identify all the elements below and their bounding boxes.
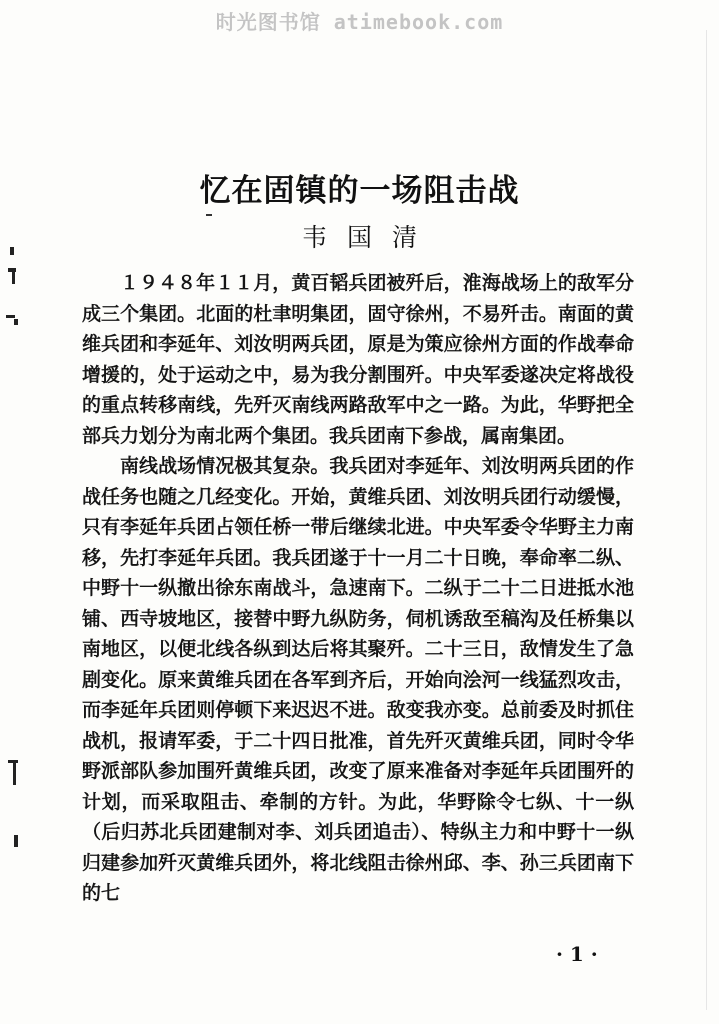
paragraph: 南线战场情况极其复杂。我兵团对李延年、刘汝明两兵团的作战任务也随之几经变化。开始，黄维兵团、刘汝明兵团行动缓慢，只有李延年兵团占领任桥一带后继续北进。中央军委令华野主力南移，先打李延年兵团。我兵团遂于十一月二十日晚，奉命率二纵、中野十一纵撤出徐东南战斗，急速南下。二纵于二十二日进抵水池铺、西寺坡地区，接替中野九纵防务，伺机诱敌至稿沟及任桥集以南地区，以便北线各纵到达后将其聚歼。二十三日，敌情发生了急剧变化。原来黄维兵团在各军到齐后，开始向浍河一线猛烈攻击，而李延年兵团则停顿下来迟迟不进。敌变我亦变。总前委及时抓住战机，报请军委，于二十四日批准，首先歼灭黄维兵团，同时令华野派部队参加围歼黄维兵团，改变了原来准备对李延年兵团围歼的计划，而采取阻击、牵制的方针。为此，华野除令七纵、十一纵（后归苏北兵团建制对李、刘兵团追击）、特纵主力和中野十一纵归建参加歼灭黄维兵团外，将北线阻击徐州邱、李、孙三兵团南下的七 [82, 455, 634, 904]
article-body [82, 268, 634, 909]
margin-scan-mark [12, 272, 15, 284]
margin-scan-mark [14, 319, 18, 325]
margin-scan-mark [14, 835, 18, 847]
article-author: 韦国清 [301, 223, 437, 252]
page-number: · 1 · [556, 942, 598, 966]
site-watermark: 时光图书馆 atimebook.com [215, 10, 504, 34]
paragraph: １９４８年１１月，黄百韬兵团被歼后，淮海战场上的敌军分成三个集团。北面的杜聿明集团，固守徐州，不易歼击。南面的黄维兵团和李延年、刘汝明两兵团，原是为策应徐州方面的作战奉命增援的，处于运动之中，易为我分割围歼。中央军委遂决定将战役的重点转移南线，先歼灭南线两路敌军中之一路。为此，华野把全部兵力划分为南北两个集团。我兵团南下参战，属南集团。 [82, 272, 634, 447]
article-title: 忆在固镇的一场阻击战 [199, 173, 520, 209]
margin-scan-mark [6, 315, 15, 318]
title-dash-mark [206, 214, 212, 216]
margin-scan-mark [13, 763, 16, 785]
